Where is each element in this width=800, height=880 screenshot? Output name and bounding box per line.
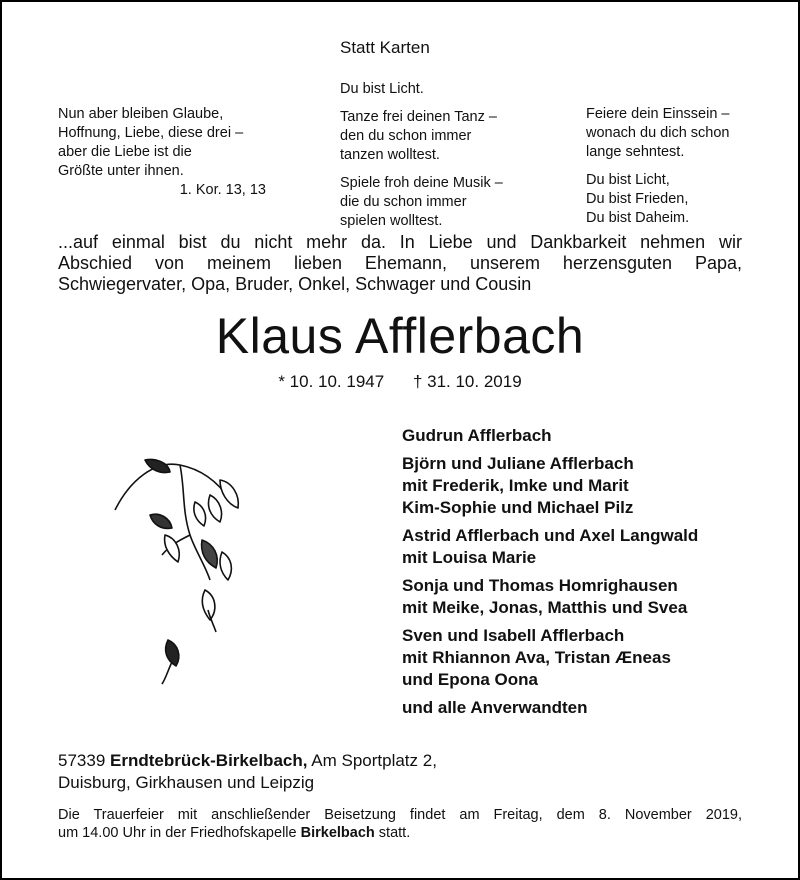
verse-line: Du bist Licht, bbox=[586, 172, 670, 188]
verse-line: Größte unter ihnen. bbox=[58, 163, 184, 179]
mourner-line: mit Meike, Jonas, Matthis und Svea bbox=[402, 598, 688, 617]
verse-line: Du bist Daheim. bbox=[586, 210, 690, 226]
verse-line: den du schon immer bbox=[340, 128, 472, 144]
funeral-notice bbox=[58, 806, 742, 842]
mourner-line: mit Frederik, Imke und Marit bbox=[402, 476, 629, 495]
mourner-group bbox=[402, 453, 782, 519]
verse-line: die du schon immer bbox=[340, 194, 467, 210]
bible-reference: 1. Kor. 13, 13 bbox=[179, 182, 266, 198]
mourner-line: Björn und Juliane Afflerbach bbox=[402, 454, 634, 473]
mourner-group bbox=[402, 625, 782, 691]
verse-line: spielen wolltest. bbox=[340, 213, 443, 229]
verse-middle bbox=[340, 80, 560, 231]
funeral-line-2 bbox=[58, 824, 742, 842]
intro-line: Schwiegervater, Opa, Bruder, Onkel, Schwager und Cousin bbox=[58, 274, 532, 294]
falling-leaves-branch-icon bbox=[110, 440, 270, 700]
verse-right bbox=[586, 105, 776, 228]
verse-left bbox=[58, 105, 288, 200]
funeral-line-1: Die Trauerfeier mit anschließender Beisetzung findet am Freitag, dem 8. November 2019, bbox=[58, 807, 742, 823]
address-line-1 bbox=[58, 750, 437, 772]
verse-line: Spiele froh deine Musik – bbox=[340, 175, 503, 191]
mourner-group bbox=[402, 575, 782, 619]
mourners-list bbox=[402, 425, 782, 725]
mourner-line: Kim-Sophie und Michael Pilz bbox=[402, 498, 634, 517]
verse-line: Feiere dein Einssein – bbox=[586, 106, 730, 122]
mourner-line: Sonja und Thomas Homrighausen bbox=[402, 576, 678, 595]
verse-line: aber die Liebe ist die bbox=[58, 144, 192, 160]
verse-line: Hoffnung, Liebe, diese drei – bbox=[58, 125, 244, 141]
verse-line: tanzen wolltest. bbox=[340, 147, 440, 163]
verse-line: lange sehntest. bbox=[586, 144, 685, 160]
mourner-line: Astrid Afflerbach und Axel Langwald bbox=[402, 526, 699, 545]
mourner-group bbox=[402, 697, 782, 719]
mourner-line: mit Louisa Marie bbox=[402, 548, 537, 567]
verse-line: Du bist Frieden, bbox=[586, 191, 689, 207]
address-street: Am Sportplatz 2, bbox=[311, 751, 437, 770]
address-line-2: Duisburg, Girkhausen und Leipzig bbox=[58, 773, 315, 792]
address-zip: 57339 bbox=[58, 751, 106, 770]
death-date: † 31. 10. 2019 bbox=[412, 372, 522, 391]
funeral-line-2-pre: um 14.00 Uhr in der Friedhofskapelle bbox=[58, 825, 297, 841]
verse-line: Nun aber bleiben Glaube, bbox=[58, 106, 224, 122]
verse-line: Tanze frei deinen Tanz – bbox=[340, 109, 497, 125]
address-town: Erndtebrück-Birkelbach, bbox=[110, 751, 308, 770]
mourner-group bbox=[402, 425, 782, 447]
life-dates bbox=[0, 372, 800, 392]
address-block bbox=[58, 750, 437, 794]
birth-date: * 10. 10. 1947 bbox=[278, 372, 385, 391]
intro-line: Abschied von meinem lieben Ehemann, unserem herzensguten Papa, bbox=[58, 253, 742, 273]
intro-paragraph bbox=[58, 232, 742, 295]
mourner-line: und alle Anverwandten bbox=[402, 698, 588, 717]
funeral-line-2-post: statt. bbox=[378, 825, 411, 841]
intro-line: ...auf einmal bist du nicht mehr da. In Liebe und Dankbarkeit nehmen wir bbox=[58, 232, 742, 252]
funeral-place: Birkelbach bbox=[300, 825, 375, 841]
mourner-line: Gudrun Afflerbach bbox=[402, 426, 552, 445]
mourner-line: Sven und Isabell Afflerbach bbox=[402, 626, 625, 645]
verse-line: wonach du dich schon bbox=[586, 125, 730, 141]
mourner-line: und Epona Oona bbox=[402, 670, 538, 689]
verse-line: Du bist Licht. bbox=[340, 81, 424, 97]
mourner-line: mit Rhiannon Ava, Tristan Æneas bbox=[402, 648, 671, 667]
mourner-group bbox=[402, 525, 782, 569]
statt-karten-header: Statt Karten bbox=[340, 38, 430, 57]
deceased-name: Klaus Afflerbach bbox=[215, 308, 585, 364]
